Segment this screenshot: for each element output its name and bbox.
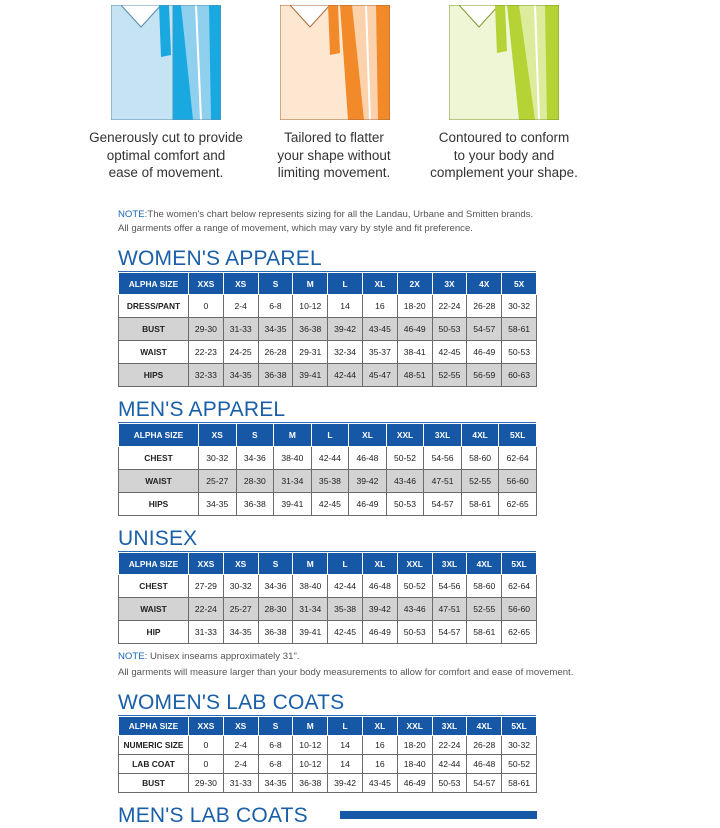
size-value-cell: 50-53	[397, 621, 432, 644]
size-header-cell: XXS	[189, 553, 224, 575]
size-value-cell: 46-49	[397, 318, 432, 341]
row-label-cell: WAIST	[119, 341, 189, 364]
table-row	[119, 774, 537, 793]
size-value-cell: 45-47	[362, 364, 397, 387]
size-value-cell: 58-60	[467, 575, 502, 598]
table-row	[119, 341, 537, 364]
mens-lab-coats-title: MEN'S LAB COATS	[118, 804, 308, 827]
size-value-cell: 62-65	[499, 493, 537, 516]
size-value-cell: 35-37	[362, 341, 397, 364]
size-value-cell: 50-52	[397, 575, 432, 598]
size-value-cell: 43-46	[386, 470, 424, 493]
size-value-cell: 39-42	[328, 774, 363, 793]
row-label-cell: HIP	[119, 621, 189, 644]
size-header-cell: 4X	[467, 273, 502, 295]
size-value-cell: 34-35	[199, 493, 237, 516]
size-value-cell: 31-33	[223, 774, 258, 793]
relaxed-fit-caption	[71, 129, 261, 182]
size-value-cell: 42-44	[328, 364, 363, 387]
size-value-cell: 42-45	[328, 621, 363, 644]
size-value-cell: 18-20	[397, 295, 432, 318]
table-row	[119, 621, 537, 644]
size-value-cell: 42-45	[311, 493, 349, 516]
size-value-cell: 39-41	[293, 621, 328, 644]
womens-apparel-table	[118, 272, 537, 387]
relaxed-fit-illustration	[111, 5, 221, 120]
size-value-cell: 24-25	[223, 341, 258, 364]
size-value-cell: 46-48	[362, 575, 397, 598]
size-value-cell: 46-49	[362, 621, 397, 644]
size-value-cell: 30-32	[502, 736, 537, 755]
size-value-cell: 0	[189, 736, 224, 755]
size-value-cell: 60-63	[502, 364, 537, 387]
size-value-cell: 26-28	[467, 295, 502, 318]
size-value-cell: 18-40	[397, 755, 432, 774]
size-value-cell: 58-61	[461, 493, 499, 516]
table-header-row	[119, 717, 537, 736]
size-value-cell: 27-29	[189, 575, 224, 598]
size-value-cell: 32-33	[189, 364, 224, 387]
size-value-cell: 6-8	[258, 736, 293, 755]
size-value-cell: 43-45	[362, 318, 397, 341]
mens-apparel-table	[118, 423, 537, 516]
size-header-cell: S	[236, 424, 274, 447]
row-label-cell: CHEST	[119, 447, 199, 470]
size-value-cell: 42-44	[311, 447, 349, 470]
size-value-cell: 22-24	[432, 295, 467, 318]
mens-apparel-title: MEN'S APPAREL	[118, 398, 286, 421]
size-header-cell: M	[293, 553, 328, 575]
note-text: The women's chart below represents sizing for all the Landau, Urbane and Smitten brands.	[147, 209, 534, 220]
size-header-cell: 4XL	[467, 717, 502, 736]
size-header-cell: XL	[362, 553, 397, 575]
size-value-cell: 58-61	[502, 318, 537, 341]
size-header-cell: XXS	[189, 717, 224, 736]
table-row	[119, 364, 537, 387]
size-header-cell: XS	[223, 273, 258, 295]
size-value-cell: 18-20	[397, 736, 432, 755]
size-value-cell: 10-12	[293, 736, 328, 755]
size-value-cell: 54-57	[467, 774, 502, 793]
size-value-cell: 28-30	[258, 598, 293, 621]
table-row	[119, 318, 537, 341]
size-header-cell: XXL	[386, 424, 424, 447]
note-text: All garments will measure larger than your body measurements to allow for comfort and ease of movement.	[118, 667, 574, 678]
size-header-cell: 3XL	[424, 424, 462, 447]
row-label-cell: DRESS/PANT	[119, 295, 189, 318]
size-value-cell: 50-52	[502, 755, 537, 774]
size-value-cell: 50-53	[432, 318, 467, 341]
size-value-cell: 50-53	[386, 493, 424, 516]
size-value-cell: 36-38	[258, 621, 293, 644]
size-value-cell: 34-36	[236, 447, 274, 470]
size-value-cell: 58-61	[467, 621, 502, 644]
caption-line: to your body and	[453, 147, 555, 163]
size-value-cell: 54-56	[432, 575, 467, 598]
size-value-cell: 39-41	[274, 493, 312, 516]
header-label-cell: ALPHA SIZE	[119, 553, 189, 575]
table-row	[119, 295, 537, 318]
row-label-cell: NUMERIC SIZE	[119, 736, 189, 755]
size-value-cell: 54-57	[467, 318, 502, 341]
size-header-cell: S	[258, 717, 293, 736]
note-text: Unisex inseams approximately 31".	[150, 651, 300, 662]
row-label-cell: WAIST	[119, 598, 189, 621]
size-value-cell: 14	[328, 736, 363, 755]
size-value-cell: 62-64	[499, 447, 537, 470]
unisex-title: UNISEX	[118, 527, 198, 550]
size-header-cell: 5X	[502, 273, 537, 295]
size-value-cell: 34-36	[258, 575, 293, 598]
size-value-cell: 34-35	[223, 364, 258, 387]
size-value-cell: 46-49	[349, 493, 387, 516]
size-header-cell: XXS	[189, 273, 224, 295]
size-value-cell: 62-64	[502, 575, 537, 598]
row-label-cell: CHEST	[119, 575, 189, 598]
size-header-cell: 5XL	[502, 717, 537, 736]
size-header-cell: XS	[199, 424, 237, 447]
row-label-cell: BUST	[119, 318, 189, 341]
womens-lab-coats-title: WOMEN'S LAB COATS	[118, 691, 345, 714]
size-value-cell: 38-41	[397, 341, 432, 364]
size-value-cell: 36-38	[293, 774, 328, 793]
caption-line: limiting movement.	[277, 165, 391, 180]
table-header-row	[119, 273, 537, 295]
size-value-cell: 6-8	[258, 755, 293, 774]
header-label-cell: ALPHA SIZE	[119, 717, 189, 736]
size-header-cell: XXL	[397, 553, 432, 575]
size-value-cell: 34-35	[223, 621, 258, 644]
size-value-cell: 0	[189, 755, 224, 774]
size-header-cell: S	[258, 553, 293, 575]
size-header-cell: M	[293, 717, 328, 736]
size-value-cell: 39-42	[349, 470, 387, 493]
size-value-cell: 39-42	[362, 598, 397, 621]
size-value-cell: 34-35	[258, 774, 293, 793]
size-value-cell: 26-28	[258, 341, 293, 364]
size-header-cell: M	[274, 424, 312, 447]
size-value-cell: 34-35	[258, 318, 293, 341]
womens-lab-coats-table	[118, 716, 537, 793]
header-label-cell: ALPHA SIZE	[119, 273, 189, 295]
caption-line: Tailored to flatter	[284, 130, 384, 145]
contoured-fit-caption	[409, 129, 599, 182]
note-label: NOTE:	[118, 651, 148, 662]
size-header-cell: 5XL	[499, 424, 537, 447]
unisex-table	[118, 552, 537, 644]
header-label-cell: ALPHA SIZE	[119, 424, 199, 447]
size-value-cell: 38-40	[274, 447, 312, 470]
size-value-cell: 42-44	[328, 575, 363, 598]
size-value-cell: 29-30	[189, 318, 224, 341]
tailored-fit-illustration	[280, 5, 390, 120]
size-header-cell: L	[328, 717, 363, 736]
size-header-cell: M	[293, 273, 328, 295]
tailored-fit-caption	[239, 129, 429, 182]
caption-line: your shape without	[277, 147, 391, 163]
size-header-cell: L	[311, 424, 349, 447]
unisex-note	[118, 650, 638, 680]
size-value-cell: 2-4	[223, 736, 258, 755]
size-value-cell: 43-45	[362, 774, 397, 793]
size-value-cell: 50-53	[432, 774, 467, 793]
size-value-cell: 48-51	[397, 364, 432, 387]
size-value-cell: 14	[328, 295, 363, 318]
size-value-cell: 22-24	[189, 598, 224, 621]
size-value-cell: 22-24	[432, 736, 467, 755]
size-header-cell: S	[258, 273, 293, 295]
size-header-cell: XXL	[397, 717, 432, 736]
row-label-cell: HIPS	[119, 493, 199, 516]
size-value-cell: 29-30	[189, 774, 224, 793]
size-header-cell: 2X	[397, 273, 432, 295]
size-value-cell: 31-33	[189, 621, 224, 644]
size-value-cell: 36-38	[293, 318, 328, 341]
size-value-cell: 31-34	[274, 470, 312, 493]
size-value-cell: 6-8	[258, 295, 293, 318]
size-value-cell: 47-51	[432, 598, 467, 621]
size-value-cell: 25-27	[199, 470, 237, 493]
size-header-cell: L	[328, 553, 363, 575]
table-header-row	[119, 553, 537, 575]
size-header-cell: XS	[223, 717, 258, 736]
size-value-cell: 31-34	[293, 598, 328, 621]
caption-line: ease of movement.	[108, 165, 224, 180]
size-value-cell: 16	[362, 755, 397, 774]
size-header-cell: 3XL	[432, 553, 467, 575]
size-value-cell: 58-60	[461, 447, 499, 470]
table-row	[119, 447, 537, 470]
size-value-cell: 30-32	[502, 295, 537, 318]
size-header-cell: XS	[223, 553, 258, 575]
size-value-cell: 2-4	[223, 295, 258, 318]
size-value-cell: 14	[328, 755, 363, 774]
size-value-cell: 25-27	[223, 598, 258, 621]
womens-apparel-title: WOMEN'S APPAREL	[118, 247, 322, 270]
size-value-cell: 16	[362, 736, 397, 755]
size-header-cell: XL	[362, 717, 397, 736]
size-value-cell: 52-55	[461, 470, 499, 493]
size-value-cell: 52-55	[432, 364, 467, 387]
size-value-cell: 2-4	[223, 755, 258, 774]
caption-line: optimal comfort and	[106, 147, 226, 163]
size-value-cell: 36-38	[236, 493, 274, 516]
size-value-cell: 38-40	[293, 575, 328, 598]
size-value-cell: 50-52	[386, 447, 424, 470]
size-value-cell: 54-57	[424, 493, 462, 516]
size-header-cell: 4XL	[461, 424, 499, 447]
row-label-cell: BUST	[119, 774, 189, 793]
table-row	[119, 493, 537, 516]
note-text: All garments offer a range of movement, which may vary by style and fit preference.	[118, 223, 473, 234]
brand-sizing-note	[118, 208, 638, 236]
size-header-cell: 5XL	[502, 553, 537, 575]
size-value-cell: 16	[362, 295, 397, 318]
size-value-cell: 42-45	[432, 341, 467, 364]
caption-line: Contoured to conform	[438, 130, 570, 145]
size-value-cell: 58-61	[502, 774, 537, 793]
table-row	[119, 575, 537, 598]
size-value-cell: 42-44	[432, 755, 467, 774]
table-header-row	[119, 424, 537, 447]
table-row	[119, 598, 537, 621]
size-value-cell: 30-32	[199, 447, 237, 470]
size-header-cell: L	[328, 273, 363, 295]
size-value-cell: 10-12	[293, 755, 328, 774]
size-header-cell: 3XL	[432, 717, 467, 736]
size-value-cell: 22-23	[189, 341, 224, 364]
size-value-cell: 46-48	[349, 447, 387, 470]
size-value-cell: 56-60	[502, 598, 537, 621]
table-row	[119, 755, 537, 774]
row-label-cell: LAB COAT	[119, 755, 189, 774]
mens-lab-coats-header-bar	[340, 811, 537, 819]
size-header-cell: XL	[362, 273, 397, 295]
size-value-cell: 46-49	[467, 341, 502, 364]
size-header-cell: 3X	[432, 273, 467, 295]
size-value-cell: 10-12	[293, 295, 328, 318]
size-value-cell: 35-38	[311, 470, 349, 493]
size-value-cell: 54-57	[432, 621, 467, 644]
row-label-cell: HIPS	[119, 364, 189, 387]
size-value-cell: 28-30	[236, 470, 274, 493]
size-value-cell: 30-32	[223, 575, 258, 598]
caption-line: complement your shape.	[430, 165, 578, 180]
size-value-cell: 56-59	[467, 364, 502, 387]
size-value-cell: 32-34	[328, 341, 363, 364]
size-value-cell: 46-48	[467, 755, 502, 774]
size-value-cell: 56-60	[499, 470, 537, 493]
size-value-cell: 0	[189, 295, 224, 318]
row-label-cell: WAIST	[119, 470, 199, 493]
size-header-cell: 4XL	[467, 553, 502, 575]
size-value-cell: 29-31	[293, 341, 328, 364]
table-row	[119, 470, 537, 493]
size-value-cell: 39-42	[328, 318, 363, 341]
size-value-cell: 46-49	[397, 774, 432, 793]
size-value-cell: 52-55	[467, 598, 502, 621]
size-value-cell: 54-56	[424, 447, 462, 470]
size-value-cell: 47-51	[424, 470, 462, 493]
contoured-fit-illustration	[449, 5, 559, 120]
size-value-cell: 43-46	[397, 598, 432, 621]
table-row	[119, 736, 537, 755]
size-value-cell: 39-41	[293, 364, 328, 387]
size-value-cell: 35-38	[328, 598, 363, 621]
size-value-cell: 31-33	[223, 318, 258, 341]
size-value-cell: 26-28	[467, 736, 502, 755]
caption-line: Generously cut to provide	[89, 130, 243, 145]
size-value-cell: 36-38	[258, 364, 293, 387]
size-value-cell: 62-65	[502, 621, 537, 644]
size-header-cell: XL	[349, 424, 387, 447]
note-label: NOTE:	[118, 209, 148, 220]
size-value-cell: 50-53	[502, 341, 537, 364]
